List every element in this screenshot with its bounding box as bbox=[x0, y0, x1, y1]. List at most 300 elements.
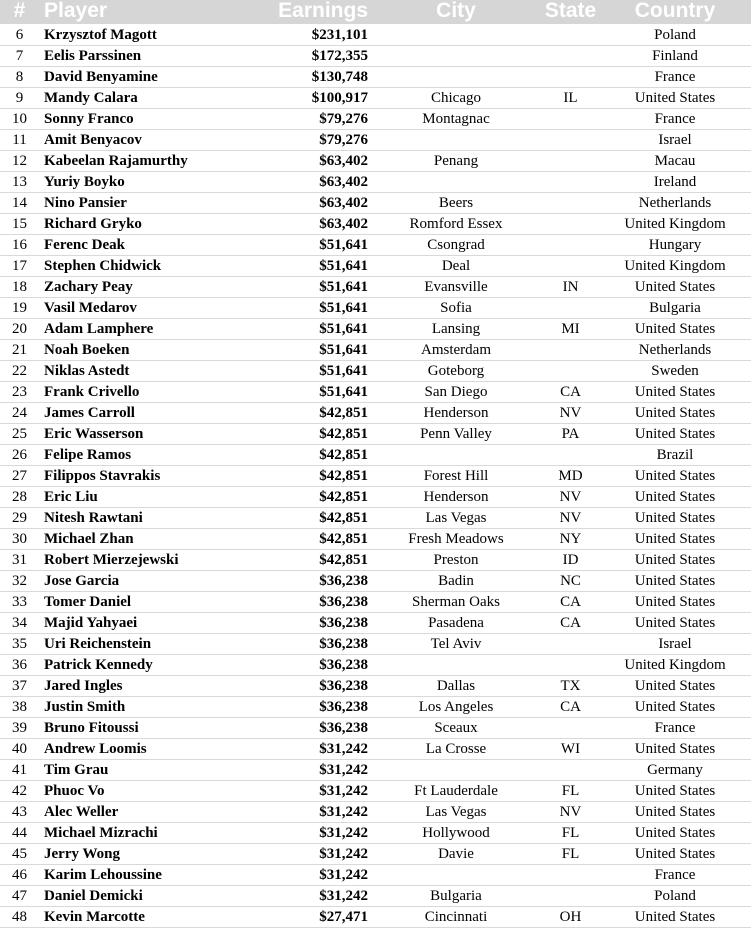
city-cell: Chicago bbox=[370, 88, 542, 109]
state-cell: NV bbox=[542, 508, 599, 529]
country-cell: United States bbox=[599, 319, 751, 340]
table-row bbox=[0, 340, 751, 361]
state-cell bbox=[542, 235, 599, 256]
city-cell: Preston bbox=[370, 550, 542, 571]
table-row bbox=[0, 256, 751, 277]
city-cell bbox=[370, 25, 542, 46]
earnings-cell: $51,641 bbox=[239, 319, 370, 340]
player-cell: Filippos Stavrakis bbox=[39, 466, 239, 487]
country-cell: France bbox=[599, 865, 751, 886]
country-cell: Finland bbox=[599, 46, 751, 67]
table-row bbox=[0, 319, 751, 340]
city-cell bbox=[370, 130, 542, 151]
table-row bbox=[0, 88, 751, 109]
table-row bbox=[0, 172, 751, 193]
city-cell: Davie bbox=[370, 844, 542, 865]
table-row bbox=[0, 382, 751, 403]
state-cell: IL bbox=[542, 88, 599, 109]
earnings-cell: $100,917 bbox=[239, 88, 370, 109]
table-row bbox=[0, 466, 751, 487]
table-row bbox=[0, 739, 751, 760]
rank-cell: 39 bbox=[0, 718, 39, 739]
table-row bbox=[0, 151, 751, 172]
state-cell bbox=[542, 256, 599, 277]
rank-cell: 40 bbox=[0, 739, 39, 760]
rank-cell: 36 bbox=[0, 655, 39, 676]
state-cell bbox=[542, 25, 599, 46]
player-cell: Stephen Chidwick bbox=[39, 256, 239, 277]
state-cell bbox=[542, 718, 599, 739]
earnings-cell: $42,851 bbox=[239, 424, 370, 445]
city-cell: Evansville bbox=[370, 277, 542, 298]
city-cell bbox=[370, 760, 542, 781]
state-cell: FL bbox=[542, 781, 599, 802]
state-cell: IN bbox=[542, 277, 599, 298]
table-row bbox=[0, 130, 751, 151]
country-cell: United States bbox=[599, 676, 751, 697]
state-cell: NC bbox=[542, 571, 599, 592]
country-cell: Hungary bbox=[599, 235, 751, 256]
player-cell: Phuoc Vo bbox=[39, 781, 239, 802]
player-cell: Michael Zhan bbox=[39, 529, 239, 550]
earnings-cell: $79,276 bbox=[239, 130, 370, 151]
rank-cell: 37 bbox=[0, 676, 39, 697]
earnings-cell: $63,402 bbox=[239, 193, 370, 214]
city-cell: Los Angeles bbox=[370, 697, 542, 718]
rank-cell: 31 bbox=[0, 550, 39, 571]
player-cell: Daniel Demicki bbox=[39, 886, 239, 907]
player-cell: Vasil Medarov bbox=[39, 298, 239, 319]
state-cell: ID bbox=[542, 550, 599, 571]
country-cell: Israel bbox=[599, 634, 751, 655]
table-row bbox=[0, 760, 751, 781]
city-cell bbox=[370, 655, 542, 676]
player-cell: Tomer Daniel bbox=[39, 592, 239, 613]
player-cell: Amit Benyacov bbox=[39, 130, 239, 151]
table-row bbox=[0, 907, 751, 928]
rank-cell: 18 bbox=[0, 277, 39, 298]
state-cell: FL bbox=[542, 844, 599, 865]
player-cell: Kevin Marcotte bbox=[39, 907, 239, 928]
country-cell: United States bbox=[599, 697, 751, 718]
rank-cell: 23 bbox=[0, 382, 39, 403]
city-cell: Romford Essex bbox=[370, 214, 542, 235]
city-cell: Montagnac bbox=[370, 109, 542, 130]
player-cell: Krzysztof Magott bbox=[39, 25, 239, 46]
rank-cell: 48 bbox=[0, 907, 39, 928]
city-cell: Dallas bbox=[370, 676, 542, 697]
table-row bbox=[0, 298, 751, 319]
state-cell: CA bbox=[542, 592, 599, 613]
city-cell: Sofia bbox=[370, 298, 542, 319]
country-cell: United States bbox=[599, 613, 751, 634]
state-cell: CA bbox=[542, 382, 599, 403]
table-row bbox=[0, 823, 751, 844]
country-cell: United Kingdom bbox=[599, 256, 751, 277]
player-cell: Jared Ingles bbox=[39, 676, 239, 697]
city-cell: Csongrad bbox=[370, 235, 542, 256]
player-cell: Andrew Loomis bbox=[39, 739, 239, 760]
city-cell: Lansing bbox=[370, 319, 542, 340]
earnings-cell: $36,238 bbox=[239, 592, 370, 613]
player-cell: James Carroll bbox=[39, 403, 239, 424]
city-cell: Las Vegas bbox=[370, 508, 542, 529]
player-cell: Patrick Kennedy bbox=[39, 655, 239, 676]
rank-cell: 25 bbox=[0, 424, 39, 445]
state-cell bbox=[542, 445, 599, 466]
table-row bbox=[0, 634, 751, 655]
player-cell: Uri Reichenstein bbox=[39, 634, 239, 655]
earnings-cell: $36,238 bbox=[239, 613, 370, 634]
city-cell: Fresh Meadows bbox=[370, 529, 542, 550]
earnings-cell: $63,402 bbox=[239, 151, 370, 172]
rank-cell: 10 bbox=[0, 109, 39, 130]
earnings-cell: $51,641 bbox=[239, 382, 370, 403]
country-cell: Bulgaria bbox=[599, 298, 751, 319]
table-row bbox=[0, 235, 751, 256]
city-cell: Tel Aviv bbox=[370, 634, 542, 655]
player-cell: Justin Smith bbox=[39, 697, 239, 718]
country-cell: Poland bbox=[599, 886, 751, 907]
player-cell: Zachary Peay bbox=[39, 277, 239, 298]
rank-cell: 7 bbox=[0, 46, 39, 67]
earnings-cell: $31,242 bbox=[239, 886, 370, 907]
city-cell bbox=[370, 46, 542, 67]
earnings-cell: $172,355 bbox=[239, 46, 370, 67]
rank-cell: 43 bbox=[0, 802, 39, 823]
player-cell: Yuriy Boyko bbox=[39, 172, 239, 193]
state-cell bbox=[542, 130, 599, 151]
country-cell: Netherlands bbox=[599, 193, 751, 214]
player-cell: Sonny Franco bbox=[39, 109, 239, 130]
table-row bbox=[0, 214, 751, 235]
earnings-cell: $31,242 bbox=[239, 844, 370, 865]
earnings-cell: $42,851 bbox=[239, 466, 370, 487]
rank-cell: 21 bbox=[0, 340, 39, 361]
earnings-cell: $130,748 bbox=[239, 67, 370, 88]
earnings-cell: $31,242 bbox=[239, 802, 370, 823]
earnings-cell: $63,402 bbox=[239, 172, 370, 193]
column-header-earnings[interactable]: Earnings bbox=[239, 0, 370, 25]
country-cell: United States bbox=[599, 403, 751, 424]
table-row bbox=[0, 781, 751, 802]
country-cell: United States bbox=[599, 466, 751, 487]
country-cell: United States bbox=[599, 592, 751, 613]
player-cell: Mandy Calara bbox=[39, 88, 239, 109]
state-cell bbox=[542, 760, 599, 781]
earnings-cell: $51,641 bbox=[239, 256, 370, 277]
player-cell: Robert Mierzejewski bbox=[39, 550, 239, 571]
earnings-cell: $31,242 bbox=[239, 781, 370, 802]
table-row bbox=[0, 529, 751, 550]
rank-cell: 33 bbox=[0, 592, 39, 613]
state-cell: MI bbox=[542, 319, 599, 340]
earnings-cell: $31,242 bbox=[239, 739, 370, 760]
city-cell: Penn Valley bbox=[370, 424, 542, 445]
state-cell: NY bbox=[542, 529, 599, 550]
earnings-cell: $63,402 bbox=[239, 214, 370, 235]
table-row bbox=[0, 592, 751, 613]
earnings-cell: $36,238 bbox=[239, 718, 370, 739]
table-header bbox=[0, 0, 751, 25]
rank-cell: 13 bbox=[0, 172, 39, 193]
state-cell bbox=[542, 151, 599, 172]
country-cell: Macau bbox=[599, 151, 751, 172]
country-cell: Ireland bbox=[599, 172, 751, 193]
country-cell: United States bbox=[599, 382, 751, 403]
rank-cell: 16 bbox=[0, 235, 39, 256]
rank-cell: 6 bbox=[0, 25, 39, 46]
table-row bbox=[0, 193, 751, 214]
player-cell: Noah Boeken bbox=[39, 340, 239, 361]
rank-cell: 38 bbox=[0, 697, 39, 718]
state-cell: NV bbox=[542, 802, 599, 823]
header-row bbox=[0, 0, 751, 25]
rank-cell: 17 bbox=[0, 256, 39, 277]
table-body bbox=[0, 25, 751, 928]
table-row bbox=[0, 676, 751, 697]
player-cell: Jose Garcia bbox=[39, 571, 239, 592]
table-row bbox=[0, 844, 751, 865]
player-cell: David Benyamine bbox=[39, 67, 239, 88]
table-row bbox=[0, 865, 751, 886]
city-cell bbox=[370, 172, 542, 193]
player-cell: Karim Lehoussine bbox=[39, 865, 239, 886]
rank-cell: 11 bbox=[0, 130, 39, 151]
city-cell: Hollywood bbox=[370, 823, 542, 844]
table-row bbox=[0, 613, 751, 634]
city-cell: Badin bbox=[370, 571, 542, 592]
earnings-cell: $42,851 bbox=[239, 529, 370, 550]
rank-cell: 22 bbox=[0, 361, 39, 382]
earnings-cell: $51,641 bbox=[239, 361, 370, 382]
table-row bbox=[0, 571, 751, 592]
rank-cell: 8 bbox=[0, 67, 39, 88]
earnings-cell: $31,242 bbox=[239, 823, 370, 844]
city-cell bbox=[370, 67, 542, 88]
rank-cell: 41 bbox=[0, 760, 39, 781]
country-cell: United States bbox=[599, 781, 751, 802]
table-row bbox=[0, 109, 751, 130]
country-cell: Sweden bbox=[599, 361, 751, 382]
rank-cell: 15 bbox=[0, 214, 39, 235]
city-cell bbox=[370, 445, 542, 466]
table-row bbox=[0, 550, 751, 571]
earnings-cell: $42,851 bbox=[239, 487, 370, 508]
earnings-cell: $31,242 bbox=[239, 865, 370, 886]
player-cell: Felipe Ramos bbox=[39, 445, 239, 466]
earnings-cell: $36,238 bbox=[239, 697, 370, 718]
country-cell: United States bbox=[599, 844, 751, 865]
column-header-country[interactable]: Country bbox=[599, 0, 751, 25]
state-cell: PA bbox=[542, 424, 599, 445]
player-cell: Niklas Astedt bbox=[39, 361, 239, 382]
state-cell bbox=[542, 865, 599, 886]
country-cell: United Kingdom bbox=[599, 655, 751, 676]
table-row bbox=[0, 697, 751, 718]
table-row bbox=[0, 361, 751, 382]
country-cell: France bbox=[599, 67, 751, 88]
country-cell: United States bbox=[599, 487, 751, 508]
earnings-cell: $51,641 bbox=[239, 277, 370, 298]
table-row bbox=[0, 46, 751, 67]
country-cell: United States bbox=[599, 739, 751, 760]
rank-cell: 29 bbox=[0, 508, 39, 529]
city-cell: Bulgaria bbox=[370, 886, 542, 907]
earnings-cell: $42,851 bbox=[239, 403, 370, 424]
city-cell: San Diego bbox=[370, 382, 542, 403]
player-cell: Frank Crivello bbox=[39, 382, 239, 403]
country-cell: United States bbox=[599, 571, 751, 592]
country-cell: Brazil bbox=[599, 445, 751, 466]
country-cell: United States bbox=[599, 424, 751, 445]
player-cell: Adam Lamphere bbox=[39, 319, 239, 340]
state-cell bbox=[542, 172, 599, 193]
rank-cell: 20 bbox=[0, 319, 39, 340]
country-cell: United States bbox=[599, 823, 751, 844]
earnings-cell: $42,851 bbox=[239, 550, 370, 571]
state-cell: MD bbox=[542, 466, 599, 487]
table-row bbox=[0, 403, 751, 424]
earnings-cell: $51,641 bbox=[239, 298, 370, 319]
rank-cell: 27 bbox=[0, 466, 39, 487]
country-cell: Germany bbox=[599, 760, 751, 781]
city-cell: Sceaux bbox=[370, 718, 542, 739]
state-cell: NV bbox=[542, 487, 599, 508]
city-cell: Penang bbox=[370, 151, 542, 172]
player-cell: Jerry Wong bbox=[39, 844, 239, 865]
city-cell: Pasadena bbox=[370, 613, 542, 634]
city-cell: Amsterdam bbox=[370, 340, 542, 361]
city-cell: Deal bbox=[370, 256, 542, 277]
state-cell bbox=[542, 193, 599, 214]
state-cell: NV bbox=[542, 403, 599, 424]
country-cell: United Kingdom bbox=[599, 214, 751, 235]
state-cell bbox=[542, 109, 599, 130]
country-cell: United States bbox=[599, 550, 751, 571]
rank-cell: 12 bbox=[0, 151, 39, 172]
state-cell bbox=[542, 886, 599, 907]
table-row bbox=[0, 718, 751, 739]
earnings-cell: $27,471 bbox=[239, 907, 370, 928]
rank-cell: 26 bbox=[0, 445, 39, 466]
state-cell: OH bbox=[542, 907, 599, 928]
player-cell: Tim Grau bbox=[39, 760, 239, 781]
rank-cell: 34 bbox=[0, 613, 39, 634]
state-cell bbox=[542, 634, 599, 655]
city-cell: Henderson bbox=[370, 403, 542, 424]
rank-cell: 45 bbox=[0, 844, 39, 865]
player-cell: Nitesh Rawtani bbox=[39, 508, 239, 529]
city-cell bbox=[370, 865, 542, 886]
earnings-cell: $36,238 bbox=[239, 655, 370, 676]
rank-cell: 19 bbox=[0, 298, 39, 319]
rank-cell: 35 bbox=[0, 634, 39, 655]
rank-cell: 30 bbox=[0, 529, 39, 550]
player-cell: Alec Weller bbox=[39, 802, 239, 823]
state-cell: WI bbox=[542, 739, 599, 760]
state-cell: TX bbox=[542, 676, 599, 697]
earnings-cell: $231,101 bbox=[239, 25, 370, 46]
earnings-cell: $36,238 bbox=[239, 676, 370, 697]
city-cell: Sherman Oaks bbox=[370, 592, 542, 613]
state-cell bbox=[542, 46, 599, 67]
table-row bbox=[0, 445, 751, 466]
city-cell: Ft Lauderdale bbox=[370, 781, 542, 802]
state-cell bbox=[542, 214, 599, 235]
player-cell: Eelis Parssinen bbox=[39, 46, 239, 67]
state-cell bbox=[542, 655, 599, 676]
column-header-rank[interactable]: # bbox=[0, 0, 39, 25]
city-cell: La Crosse bbox=[370, 739, 542, 760]
country-cell: United States bbox=[599, 907, 751, 928]
rank-cell: 9 bbox=[0, 88, 39, 109]
player-cell: Michael Mizrachi bbox=[39, 823, 239, 844]
city-cell: Forest Hill bbox=[370, 466, 542, 487]
table-row bbox=[0, 277, 751, 298]
rank-cell: 44 bbox=[0, 823, 39, 844]
city-cell: Cincinnati bbox=[370, 907, 542, 928]
table-row bbox=[0, 487, 751, 508]
table-row bbox=[0, 67, 751, 88]
earnings-cell: $42,851 bbox=[239, 445, 370, 466]
rank-cell: 32 bbox=[0, 571, 39, 592]
rank-cell: 24 bbox=[0, 403, 39, 424]
earnings-cell: $31,242 bbox=[239, 760, 370, 781]
state-cell bbox=[542, 361, 599, 382]
earnings-cell: $51,641 bbox=[239, 340, 370, 361]
state-cell bbox=[542, 298, 599, 319]
player-cell: Richard Gryko bbox=[39, 214, 239, 235]
earnings-cell: $36,238 bbox=[239, 571, 370, 592]
state-cell: CA bbox=[542, 613, 599, 634]
country-cell: France bbox=[599, 718, 751, 739]
state-cell: FL bbox=[542, 823, 599, 844]
player-cell: Kabeelan Rajamurthy bbox=[39, 151, 239, 172]
country-cell: United States bbox=[599, 88, 751, 109]
column-header-city[interactable]: City bbox=[370, 0, 542, 25]
country-cell: France bbox=[599, 109, 751, 130]
country-cell: Israel bbox=[599, 130, 751, 151]
earnings-cell: $36,238 bbox=[239, 634, 370, 655]
earnings-cell: $79,276 bbox=[239, 109, 370, 130]
rank-cell: 14 bbox=[0, 193, 39, 214]
table-row bbox=[0, 508, 751, 529]
table-row bbox=[0, 655, 751, 676]
column-header-state[interactable]: State bbox=[542, 0, 599, 25]
table-row bbox=[0, 25, 751, 46]
city-cell: Beers bbox=[370, 193, 542, 214]
city-cell: Henderson bbox=[370, 487, 542, 508]
player-cell: Eric Liu bbox=[39, 487, 239, 508]
rank-cell: 46 bbox=[0, 865, 39, 886]
country-cell: Poland bbox=[599, 25, 751, 46]
player-cell: Nino Pansier bbox=[39, 193, 239, 214]
player-cell: Ferenc Deak bbox=[39, 235, 239, 256]
state-cell bbox=[542, 67, 599, 88]
column-header-player[interactable]: Player bbox=[39, 0, 239, 25]
table-row bbox=[0, 886, 751, 907]
player-cell: Bruno Fitoussi bbox=[39, 718, 239, 739]
earnings-cell: $51,641 bbox=[239, 235, 370, 256]
rank-cell: 47 bbox=[0, 886, 39, 907]
city-cell: Las Vegas bbox=[370, 802, 542, 823]
country-cell: Netherlands bbox=[599, 340, 751, 361]
country-cell: United States bbox=[599, 277, 751, 298]
city-cell: Goteborg bbox=[370, 361, 542, 382]
player-cell: Eric Wasserson bbox=[39, 424, 239, 445]
rank-cell: 28 bbox=[0, 487, 39, 508]
